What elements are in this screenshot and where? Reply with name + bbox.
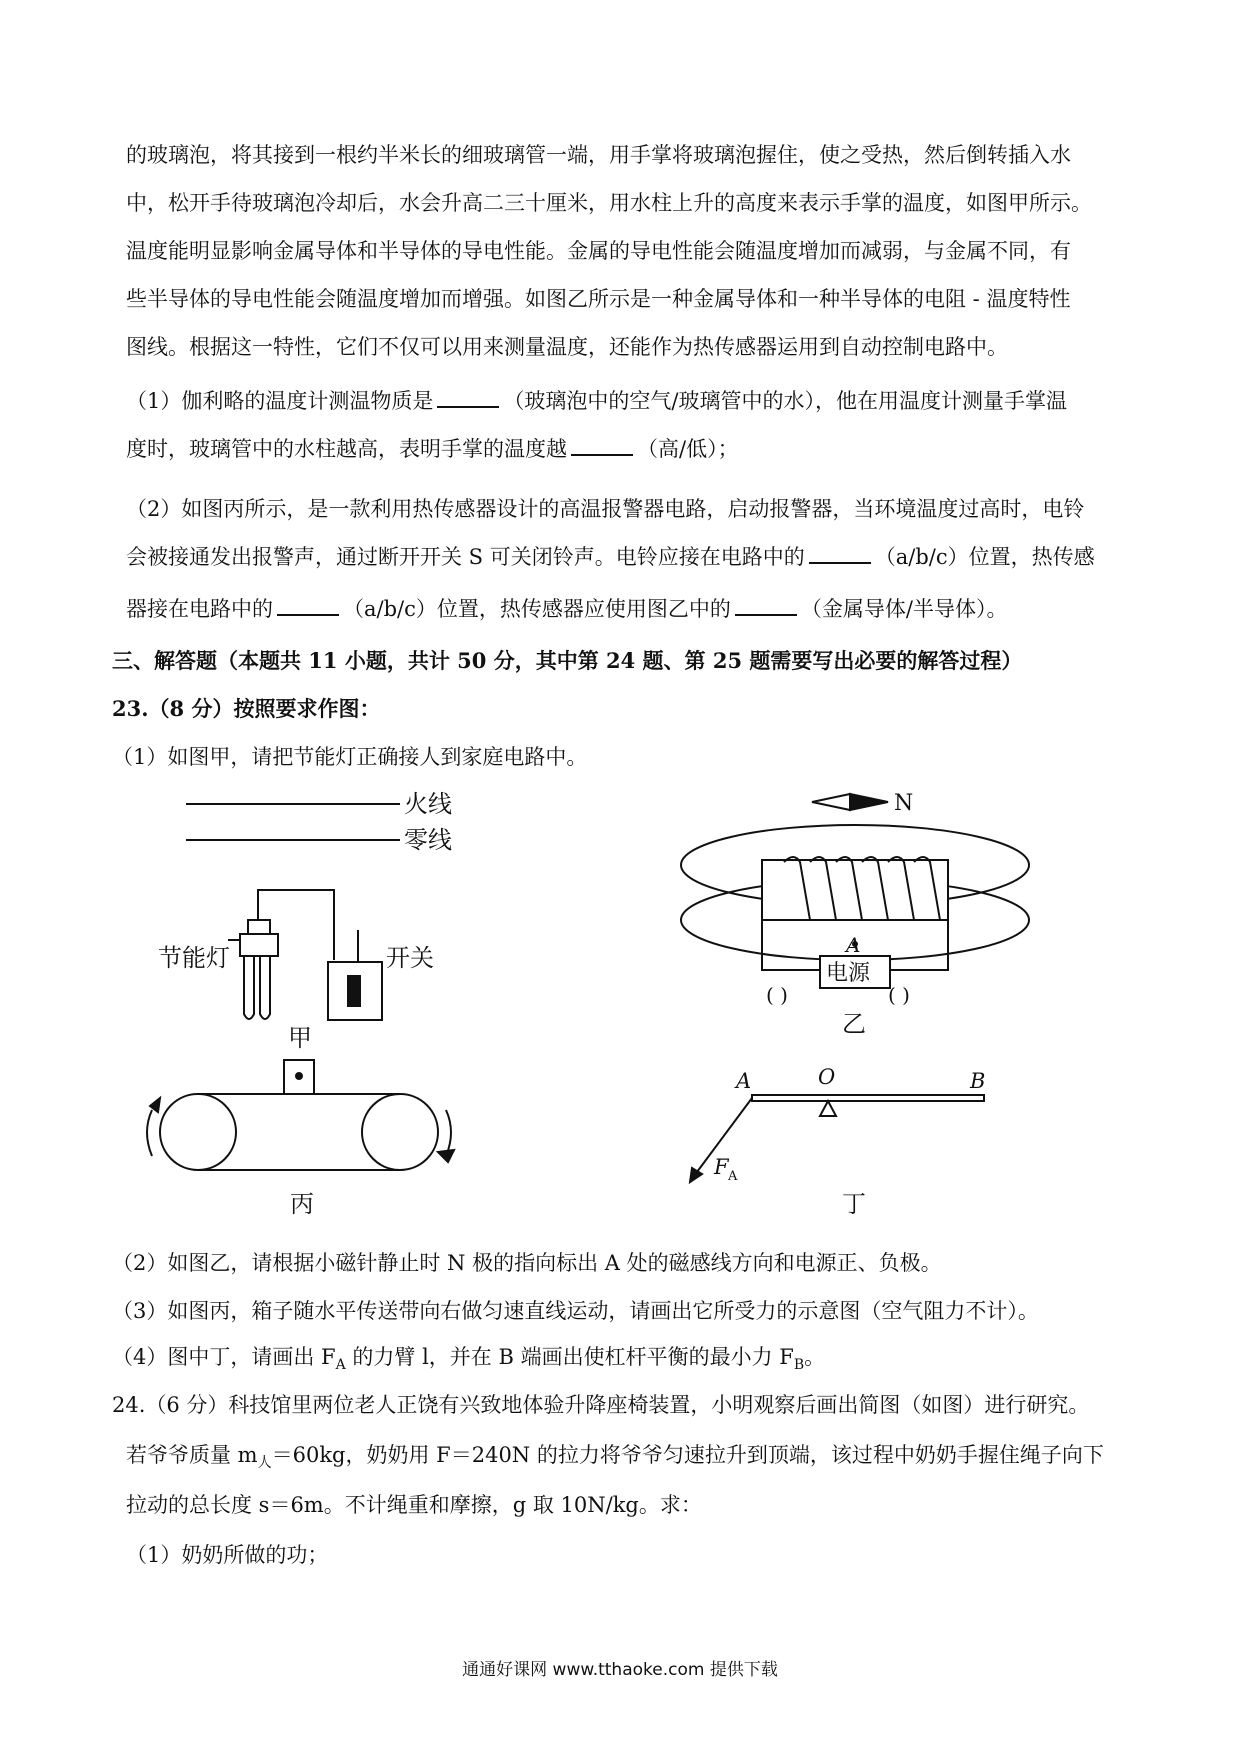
question-23-item-1: （1）如图甲，请把节能灯正确接人到家庭电路中。 bbox=[112, 745, 588, 769]
paragraph-line: 温度能明显影响金属导体和半导体的导电性能。金属的导电性能会随温度增加而减弱，与金属不同，有 bbox=[126, 239, 1071, 263]
paragraph-line: 中，松开手待玻璃泡冷却后，水会升高二三十厘米，用水柱上升的高度来表示手掌的温度，如图甲所示。 bbox=[126, 191, 1092, 215]
left-roller bbox=[160, 1094, 236, 1170]
answer-blank[interactable] bbox=[277, 596, 339, 616]
question-2-text: （a/b/c）位置，热传感器应使用图乙中的 bbox=[343, 597, 731, 621]
right-pole-label: ( ) bbox=[888, 983, 910, 1007]
item-4-text: 。 bbox=[804, 1345, 826, 1369]
lever-point-o: O bbox=[818, 1065, 836, 1089]
figure-caption-ding: 丁 bbox=[842, 1190, 866, 1218]
question-2-line bbox=[126, 594, 1007, 624]
question-23-title: 23.（8 分）按照要求作图： bbox=[112, 696, 381, 721]
answer-blank[interactable] bbox=[735, 596, 797, 616]
answer-blank[interactable] bbox=[571, 436, 633, 456]
figure-caption-jia: 甲 bbox=[288, 1024, 312, 1052]
question-24-text: ＝60kg，奶奶用 F＝240N 的拉力将爷爷匀速拉升到顶端，该过程中奶奶手握住绳子向下 bbox=[271, 1443, 1104, 1467]
question-1-text: （玻璃泡中的空气/玻璃管中的水），他在用温度计测量手掌温 bbox=[503, 389, 1067, 413]
switch-label: 开关 bbox=[386, 944, 434, 972]
answer-blank[interactable] bbox=[809, 544, 871, 564]
neutral-wire-label: 零线 bbox=[404, 826, 452, 854]
compass-needle-south bbox=[812, 794, 850, 810]
question-24-line: （1）奶奶所做的功； bbox=[126, 1543, 329, 1567]
question-1-line bbox=[126, 434, 739, 464]
figure-caption-yi: 乙 bbox=[842, 1010, 866, 1038]
question-24-text: 若爷爷质量 m bbox=[126, 1443, 258, 1467]
item-4-text: （4）图中丁，请画出 F bbox=[112, 1345, 336, 1369]
paragraph-line: 的玻璃泡，将其接到一根约半米长的细玻璃管一端，用手掌将玻璃泡握住，使之受热，然后倒转插入水 bbox=[126, 143, 1071, 167]
paragraph-line: 些半导体的导电性能会随温度增加而增强。如图乙所示是一种金属导体和一种半导体的电阻 - 温度特性 bbox=[126, 287, 1071, 311]
question-2-text: 器接在电路中的 bbox=[126, 597, 273, 621]
compass-needle-north bbox=[850, 794, 888, 810]
rotation-arrow-icon bbox=[446, 1110, 451, 1156]
question-1-text: （1）伽利略的温度计测温物质是 bbox=[126, 389, 434, 413]
fulcrum-icon bbox=[820, 1101, 836, 1116]
item-4-text: 的力臂 l，并在 B 端画出使杠杆平衡的最小力 F bbox=[345, 1345, 794, 1369]
question-1-line bbox=[126, 386, 1067, 416]
question-24-line bbox=[126, 1440, 1104, 1478]
lever-point-b: B bbox=[970, 1069, 986, 1093]
question-23-item-3: （3）如图丙，箱子随水平传送带向右做匀速直线运动，请画出它所受力的示意图（空气阻力不计）。 bbox=[112, 1299, 1039, 1323]
figure-caption-bing: 丙 bbox=[290, 1190, 314, 1218]
question-2-line: （2）如图丙所示，是一款利用热传感器设计的高温报警器电路，启动报警器，当环境温度过高时，电铃 bbox=[126, 497, 1085, 521]
paragraph-line: 图线。根据这一特性，它们不仅可以用来测量温度，还能作为热传感器运用到自动控制电路中。 bbox=[126, 335, 1008, 359]
energy-saving-lamp-icon bbox=[228, 920, 278, 1019]
power-source-label: 电源 bbox=[826, 961, 871, 986]
switch-icon bbox=[328, 962, 382, 1020]
subscript: 人 bbox=[257, 1455, 272, 1472]
page-footer: 通通好课网 www.tthaoke.com 提供下载 bbox=[462, 1660, 778, 1680]
electromagnet-figure bbox=[681, 794, 1029, 988]
rotation-arrow-icon bbox=[147, 1110, 152, 1156]
subscript: A bbox=[335, 1357, 346, 1374]
live-wire-label: 火线 bbox=[404, 790, 452, 818]
left-pole-label: ( ) bbox=[766, 983, 788, 1007]
question-24-line: 拉动的总长度 s＝6m。不计绳重和摩擦，g 取 10N/kg。求： bbox=[126, 1493, 702, 1517]
question-23-item-2: （2）如图乙，请根据小磁针静止时 N 极的指向标出 A 处的磁感线方向和电源正、负极。 bbox=[112, 1251, 942, 1275]
force-fa-label: F bbox=[714, 1155, 729, 1179]
point-a-label: A bbox=[846, 933, 861, 957]
figures-panel bbox=[0, 780, 1240, 1250]
question-2-text: 会被接通发出报警声，通过断开开关 S 可关闭铃声。电铃应接在电路中的 bbox=[126, 545, 805, 569]
question-23-item-4 bbox=[112, 1342, 825, 1380]
question-1-text: 度时，玻璃管中的水柱越高，表明手掌的温度越 bbox=[126, 437, 567, 461]
lever-point-a: A bbox=[736, 1069, 752, 1093]
lamp-label: 节能灯 bbox=[158, 944, 230, 972]
answer-blank[interactable] bbox=[437, 388, 499, 408]
north-label: N bbox=[894, 791, 914, 816]
question-2-text: （金属导体/半导体）。 bbox=[800, 597, 1008, 621]
conveyor-belt-figure bbox=[147, 1060, 454, 1170]
force-fa-subscript: A bbox=[728, 1169, 738, 1184]
right-roller bbox=[362, 1094, 438, 1170]
question-1-text: （高/低）； bbox=[637, 437, 739, 461]
section-heading: 三、解答题（本题共 11 小题，共计 50 分，其中第 24 题、第 25 题需要写出必要的解答过程） bbox=[112, 648, 1023, 673]
question-24-line: 24.（6 分）科技馆里两位老人正饶有兴致地体验升降座椅装置，小明观察后画出简图（如图）进行研究。 bbox=[112, 1393, 1090, 1417]
lever-bar bbox=[752, 1095, 984, 1101]
question-2-text: （a/b/c）位置，热传感 bbox=[874, 545, 1095, 569]
question-2-line bbox=[126, 542, 1095, 572]
subscript: B bbox=[793, 1357, 805, 1374]
